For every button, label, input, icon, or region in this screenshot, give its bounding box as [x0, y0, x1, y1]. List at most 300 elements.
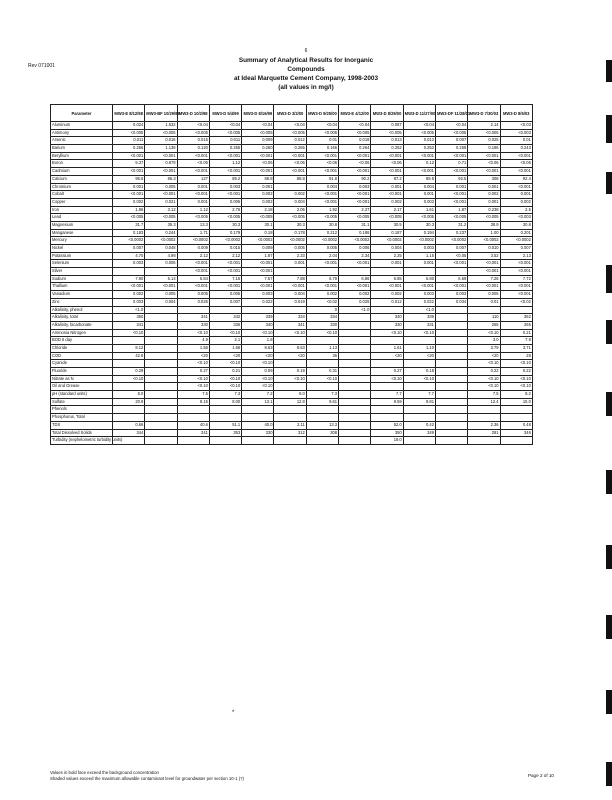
value-cell: <20 [371, 352, 403, 360]
value-cell: <0.10 [306, 329, 338, 337]
value-cell: <20 [468, 352, 500, 360]
scan-edge-mark [606, 115, 612, 143]
value-cell: 0.005 [177, 291, 209, 299]
value-cell: 0.264 [339, 145, 371, 153]
value-cell: 0.265 [274, 145, 306, 153]
value-cell: 8.0 [274, 391, 306, 399]
value-cell: 0.256 [113, 145, 145, 153]
value-cell [113, 337, 145, 345]
parameter-cell: pH (standard units) [51, 391, 113, 399]
table-row [51, 168, 533, 176]
table-row [51, 268, 533, 276]
value-cell [371, 406, 403, 414]
value-cell: 350 [113, 314, 145, 322]
value-cell: <0.001 [371, 191, 403, 199]
value-cell [145, 406, 177, 414]
value-cell [371, 337, 403, 345]
value-cell: 0.01 [468, 298, 500, 306]
table-row [51, 314, 533, 322]
value-cell: 0.005 [209, 291, 241, 299]
value-cell: 0.007 [113, 245, 145, 253]
value-cell: 0.001 [242, 183, 274, 191]
value-cell: 1.56 [177, 344, 209, 352]
value-cell: <0.10 [113, 329, 145, 337]
value-cell [113, 360, 145, 368]
value-cell: <0.005 [209, 214, 241, 222]
value-cell: 0.120 [177, 145, 209, 153]
value-cell: 2.04 [306, 252, 338, 260]
value-cell: 0.007 [435, 245, 467, 253]
title-line-3: at Ideal Marquette Cement Company, 1998-2003 [233, 75, 379, 82]
table-row [51, 122, 533, 130]
value-cell: 0.001 [468, 183, 500, 191]
value-cell: <0.003 [500, 214, 532, 222]
table-row [51, 160, 533, 168]
value-cell: 342 [209, 314, 241, 322]
value-cell: <0.005 [468, 214, 500, 222]
value-cell: <0.0002 [339, 237, 371, 245]
value-cell: <0.001 [403, 168, 435, 176]
value-cell [145, 268, 177, 276]
value-cell: <0.001 [468, 152, 500, 160]
value-cell: 13.3 [306, 421, 338, 429]
value-cell: 353 [209, 429, 241, 437]
title-line-2: Compounds [287, 66, 325, 73]
value-cell: <0.005 [274, 129, 306, 137]
value-cell: 7.57 [242, 275, 274, 283]
header-well-sample: MW3-BF 10/29/98 [145, 105, 177, 122]
value-cell: 4.9 [177, 337, 209, 345]
value-cell: 0.005 [145, 291, 177, 299]
value-cell: 7.3 [306, 391, 338, 399]
table-row [51, 283, 533, 291]
title-mark: 6 [304, 48, 308, 54]
table-header-row [51, 105, 533, 122]
value-cell [145, 329, 177, 337]
parameter-cell: Cadmium [51, 168, 113, 176]
value-cell [435, 383, 467, 391]
value-cell: <0.001 [306, 152, 338, 160]
value-cell: 1.10 [403, 344, 435, 352]
value-cell: <1.0 [403, 306, 435, 314]
value-cell: <0.04 [306, 122, 338, 130]
value-cell: <0.001 [500, 152, 532, 160]
value-cell: 0.006 [339, 245, 371, 253]
value-cell: <1.0 [113, 306, 145, 314]
value-cell: 1.71 [177, 229, 209, 237]
value-cell: 0.001 [177, 183, 209, 191]
value-cell [468, 437, 500, 445]
value-cell [500, 437, 532, 445]
value-cell: <0.10 [242, 329, 274, 337]
value-cell [339, 360, 371, 368]
value-cell: 0.19 [274, 368, 306, 376]
value-cell: <0.001 [209, 152, 241, 160]
parameter-cell: Lead [51, 214, 113, 222]
value-cell: <0.06 [274, 160, 306, 168]
parameter-cell: Silver [51, 268, 113, 276]
value-cell: <0.10 [371, 329, 403, 337]
value-cell: 89.2 [209, 175, 241, 183]
value-cell [209, 414, 241, 422]
value-cell: 0.005 [145, 260, 177, 268]
value-cell: <0.001 [435, 283, 467, 291]
table-row [51, 183, 533, 191]
value-cell: 1.61 [371, 344, 403, 352]
table-row [51, 129, 533, 137]
value-cell: 52.0 [371, 421, 403, 429]
value-cell: 2.1 [209, 337, 241, 345]
parameter-cell: Calcium [51, 175, 113, 183]
parameter-cell: Oil and Grease [51, 383, 113, 391]
value-cell: 2.13 [500, 252, 532, 260]
value-cell: 0.004 [145, 298, 177, 306]
value-cell: 0.001 [403, 260, 435, 268]
value-cell: 341 [177, 429, 209, 437]
value-cell: 0.002 [242, 191, 274, 199]
value-cell [145, 429, 177, 437]
value-cell: 30.8 [500, 221, 532, 229]
value-cell: 0.013 [403, 137, 435, 145]
parameter-cell: Cobalt [51, 191, 113, 199]
value-cell [435, 360, 467, 368]
value-cell: 0.004 [274, 291, 306, 299]
value-cell [242, 414, 274, 422]
value-cell: 2.5 [500, 206, 532, 214]
value-cell [306, 337, 338, 345]
value-cell: 0.18 [403, 368, 435, 376]
value-cell [209, 406, 241, 414]
value-cell: 281 [468, 429, 500, 437]
parameter-cell: COD [51, 352, 113, 360]
value-cell: 6.85 [371, 275, 403, 283]
value-cell: <20 [177, 352, 209, 360]
value-cell [435, 414, 467, 422]
value-cell: 0.002 [468, 191, 500, 199]
value-cell: 0.002 [371, 291, 403, 299]
value-cell: <0.001 [435, 260, 467, 268]
parameter-cell: Chromium [51, 183, 113, 191]
scan-edge-mark [606, 545, 612, 569]
value-cell: <0.001 [435, 191, 467, 199]
value-cell: 30.3 [403, 221, 435, 229]
table-row [51, 421, 533, 429]
parameter-cell: Phosphorus, Total [51, 414, 113, 422]
value-cell: <0.10 [242, 383, 274, 391]
value-cell: <0.0002 [242, 237, 274, 245]
value-cell: <0.06 [177, 160, 209, 168]
value-cell: <0.001 [339, 283, 371, 291]
value-cell: 0.27 [371, 368, 403, 376]
value-cell: 1.61 [403, 206, 435, 214]
value-cell: <0.10 [177, 383, 209, 391]
value-cell: 0.003 [242, 291, 274, 299]
value-cell: 334 [306, 314, 338, 322]
value-cell [500, 414, 532, 422]
table-row [51, 145, 533, 153]
value-cell [113, 414, 145, 422]
value-cell: <0.001 [339, 191, 371, 199]
parameter-cell: Ammonia Nitrogen [51, 329, 113, 337]
value-cell: 0.006 [209, 198, 241, 206]
value-cell: <0.001 [500, 283, 532, 291]
value-cell: 31.2 [435, 221, 467, 229]
value-cell [435, 344, 467, 352]
value-cell: <0.0002 [177, 237, 209, 245]
value-cell: <0.001 [500, 291, 532, 299]
table-row [51, 152, 533, 160]
value-cell: 0.002 [500, 198, 532, 206]
value-cell [209, 437, 241, 445]
value-cell: 1.87 [435, 206, 467, 214]
title-line-1: Summary of Analytical Results for Inorganic [238, 57, 374, 64]
value-cell [371, 414, 403, 422]
value-cell: 2.18 [242, 206, 274, 214]
parameter-cell: Iron [51, 206, 113, 214]
value-cell: 6.86 [339, 275, 371, 283]
value-cell [145, 398, 177, 406]
value-cell: <0.001 [306, 283, 338, 291]
value-cell [113, 406, 145, 414]
value-cell: 30.8 [306, 221, 338, 229]
value-cell: <0.001 [242, 260, 274, 268]
value-cell: 2.11 [274, 421, 306, 429]
value-cell: 0.212 [306, 229, 338, 237]
value-cell: 9.59 [371, 398, 403, 406]
value-cell: 330 [242, 429, 274, 437]
table-row [51, 175, 533, 183]
value-cell: <0.005 [145, 129, 177, 137]
value-cell [306, 383, 338, 391]
value-cell: <0.005 [435, 129, 467, 137]
value-cell [145, 314, 177, 322]
header-parameter: Parameter [51, 105, 113, 122]
value-cell: <0.10 [403, 329, 435, 337]
value-cell: 1.87 [242, 252, 274, 260]
value-cell: 0.187 [371, 229, 403, 237]
value-cell: 89.8 [403, 175, 435, 183]
value-cell: <0.001 [177, 260, 209, 268]
scan-edge-mark [606, 470, 612, 494]
value-cell [403, 414, 435, 422]
value-cell: 0.01 [500, 137, 532, 145]
value-cell: <0.001 [403, 283, 435, 291]
value-cell: 1.86 [113, 206, 145, 214]
value-cell: 265 [468, 321, 500, 329]
value-cell: <0.005 [274, 214, 306, 222]
parameter-cell: Aluminum [51, 122, 113, 130]
value-cell: <0.10 [468, 360, 500, 368]
value-cell: <0.001 [339, 198, 371, 206]
value-cell: 0.010 [468, 245, 500, 253]
value-cell: <0.001 [177, 283, 209, 291]
header-well-sample: MW3-E 8/12/98 [113, 105, 145, 122]
value-cell [113, 383, 145, 391]
value-cell: 0.194 [403, 229, 435, 237]
value-cell: <0.10 [177, 329, 209, 337]
table-row [51, 383, 533, 391]
value-cell: <0.001 [145, 168, 177, 176]
value-cell [339, 429, 371, 437]
value-cell: 110 [468, 314, 500, 322]
header-well-sample: MW3-D 7/30/03 [468, 105, 500, 122]
value-cell [403, 337, 435, 345]
value-cell: 8.63 [274, 344, 306, 352]
value-cell: 92.4 [500, 175, 532, 183]
value-cell: 0.002 [113, 291, 145, 299]
value-cell: 4.98 [145, 252, 177, 260]
value-cell: 0.09 [242, 368, 274, 376]
table-row [51, 329, 533, 337]
value-cell: 3.71 [500, 344, 532, 352]
value-cell: 0.003 [403, 198, 435, 206]
value-cell: 0.025 [339, 298, 371, 306]
value-cell: <0.001 [500, 183, 532, 191]
value-cell: 0.005 [468, 291, 500, 299]
value-cell: 0.011 [113, 137, 145, 145]
value-cell: 0.003 [339, 183, 371, 191]
value-cell [113, 268, 145, 276]
value-cell: 0.260 [242, 145, 274, 153]
value-cell: 2.17 [371, 206, 403, 214]
value-cell [242, 437, 274, 445]
header-well-sample: MW3-DF 11/28/01 [435, 105, 467, 122]
value-cell: <0.001 [468, 268, 500, 276]
value-cell: 0.034 [435, 298, 467, 306]
header-well-sample: MW3-D 8/29/00 [371, 105, 403, 122]
value-cell: 40.0 [242, 421, 274, 429]
table-row [51, 429, 533, 437]
value-cell [339, 344, 371, 352]
table-row [51, 252, 533, 260]
value-cell: <0.001 [274, 168, 306, 176]
value-cell: <0.04 [435, 122, 467, 130]
value-cell: 0.015 [177, 137, 209, 145]
value-cell: 0.024 [113, 122, 145, 130]
value-cell: 30.3 [274, 221, 306, 229]
value-cell [468, 306, 500, 314]
value-cell: 0.002 [339, 291, 371, 299]
value-cell: 0.007 [500, 245, 532, 253]
value-cell: 15.0 [500, 398, 532, 406]
value-cell [435, 368, 467, 376]
value-cell: 2.25 [371, 252, 403, 260]
value-cell: 12.8 [274, 398, 306, 406]
value-cell: 0.048 [145, 245, 177, 253]
value-cell: <0.10 [306, 375, 338, 383]
value-cell: 2.36 [468, 421, 500, 429]
value-cell: 7.3 [209, 391, 241, 399]
value-cell: 334 [274, 314, 306, 322]
value-cell: 2.12 [209, 252, 241, 260]
value-cell: <0.005 [435, 214, 467, 222]
value-cell: <0.001 [339, 168, 371, 176]
value-cell [371, 268, 403, 276]
value-cell [306, 406, 338, 414]
value-cell: <0.10 [242, 360, 274, 368]
parameter-cell: Sulfate [51, 398, 113, 406]
value-cell: <20 [242, 352, 274, 360]
value-cell: <0.0002 [145, 237, 177, 245]
value-cell: 0 [306, 306, 338, 314]
value-cell [435, 398, 467, 406]
value-cell: <0.005 [403, 129, 435, 137]
value-cell [339, 421, 371, 429]
value-cell: 0.007 [435, 137, 467, 145]
value-cell: <0.001 [242, 283, 274, 291]
value-cell: 265 [500, 321, 532, 329]
value-cell: 0.015 [209, 245, 241, 253]
value-cell: 2.12 [177, 252, 209, 260]
value-cell: 7.26 [468, 275, 500, 283]
value-cell: 7.90 [113, 275, 145, 283]
table-row [51, 321, 533, 329]
value-cell [177, 414, 209, 422]
value-cell: <0.10 [371, 375, 403, 383]
value-cell: <0.001 [435, 198, 467, 206]
value-cell [339, 368, 371, 376]
parameter-cell: Sodium [51, 275, 113, 283]
value-cell [435, 406, 467, 414]
value-cell: <0.001 [209, 268, 241, 276]
table-row [51, 291, 533, 299]
value-cell: <0.10 [209, 383, 241, 391]
value-cell [435, 352, 467, 360]
value-cell: <0.001 [306, 191, 338, 199]
value-cell: <0.06 [242, 160, 274, 168]
value-cell: <0.001 [145, 283, 177, 291]
value-cell [339, 383, 371, 391]
page-title [0, 47, 612, 92]
value-cell: <0.06 [306, 160, 338, 168]
value-cell: 0.252 [371, 145, 403, 153]
value-cell [274, 406, 306, 414]
value-cell: <0.001 [371, 283, 403, 291]
value-cell: 1.12 [177, 206, 209, 214]
value-cell: <20 [209, 352, 241, 360]
value-cell: <0.001 [306, 260, 338, 268]
value-cell: 1.15 [403, 252, 435, 260]
value-cell: <0.001 [209, 260, 241, 268]
value-cell: <0.001 [306, 198, 338, 206]
value-cell: 0.179 [209, 229, 241, 237]
value-cell [145, 391, 177, 399]
value-cell: <0.005 [209, 129, 241, 137]
table-row [51, 398, 533, 406]
value-cell: <0.06 [500, 160, 532, 168]
value-cell: 0.27 [177, 368, 209, 376]
value-cell: <0.06 [468, 160, 500, 168]
value-cell: 7.8 [500, 337, 532, 345]
value-cell: <0.001 [177, 268, 209, 276]
value-cell: 0.29 [113, 368, 145, 376]
value-cell: 0.003 [403, 291, 435, 299]
value-cell: 87.2 [371, 175, 403, 183]
value-cell [306, 360, 338, 368]
value-cell [306, 268, 338, 276]
value-cell: <0.005 [339, 214, 371, 222]
parameter-cell: Turbidity (nephelometric turbidity units) [51, 437, 113, 445]
value-cell: 331 [403, 321, 435, 329]
value-cell: 341 [113, 321, 145, 329]
value-cell: 0.237 [435, 229, 467, 237]
value-cell: <0.0002 [274, 237, 306, 245]
value-cell [145, 414, 177, 422]
value-cell: 5.37 [113, 160, 145, 168]
value-cell [145, 421, 177, 429]
value-cell [339, 337, 371, 345]
scan-edge-mark [606, 392, 612, 416]
